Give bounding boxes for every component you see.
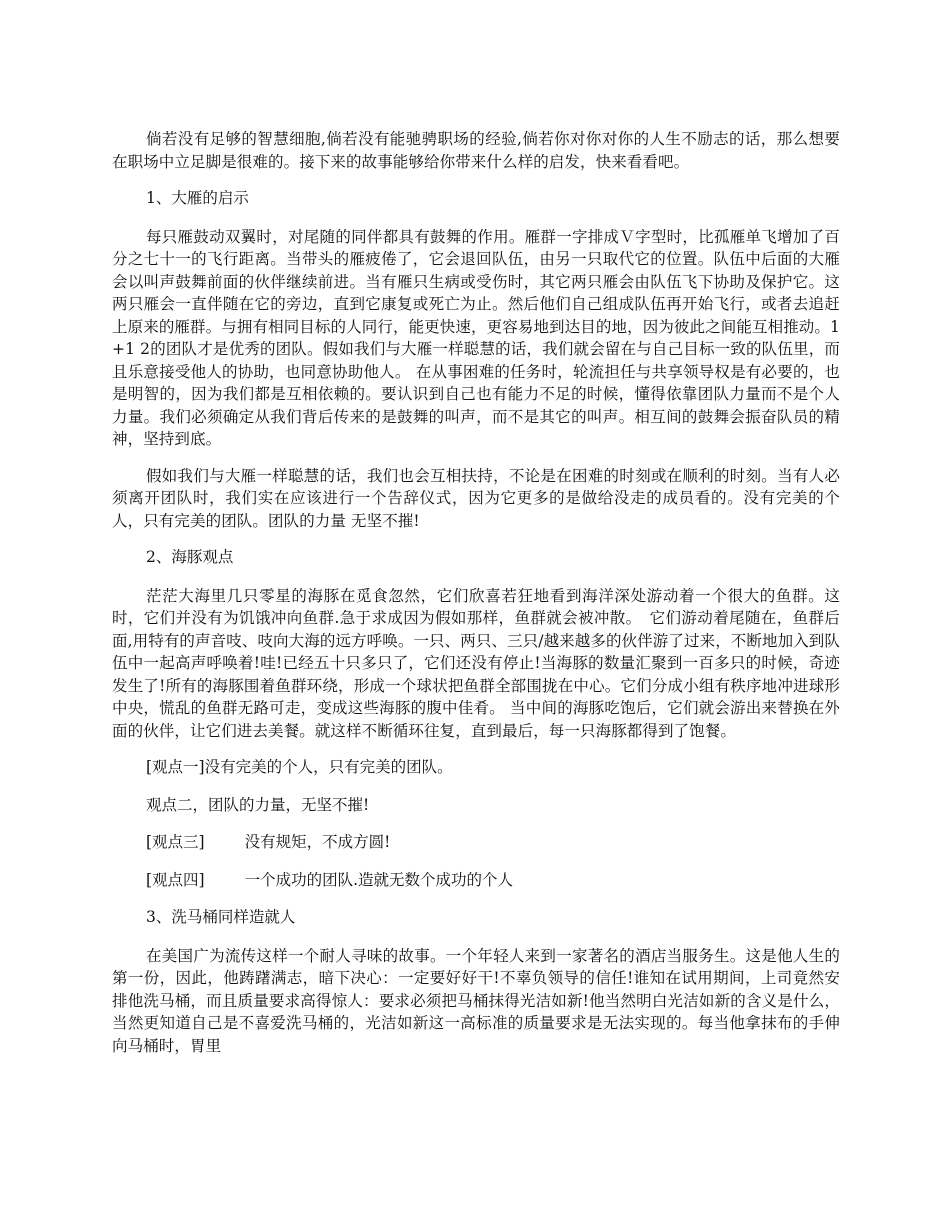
wild-goose-paragraph-2: 假如我们与大雁一样聪慧的话，我们也会互相扶持，不论是在困难的时刻或在顺利的时刻。当有人必须离开团队时，我们实在应该进行一个告辞仪式，因为它更多的是做给没走的成员看的。没有完美的个人，只有完美的团队。团队的力量 无坚不摧! <box>112 466 840 530</box>
dolphin-paragraph: 茫茫大海里几只零星的海豚在觅食忽然，它们欣喜若狂地看到海洋深处游动着一个很大的鱼群。这时，它们并没有为饥饿冲向鱼群.急于求成因为假如那样，鱼群就会被冲散。 它们游动着尾随在，鱼群后面,用特有的声音吱、吱向大海的远方呼唤。一只、两只、三只/越来越多的伙伴游了过来，不断地加入到队伍中一起高声呼唤着!哇!已经五十只多只了，它们还没有停止!当海豚的数量汇聚到一百多只的时候，奇迹发生了!所有的海豚围着鱼群环绕，形成一个球状把鱼群全部围拢在中心。它们分成小组有秩序地冲进球形中央，慌乱的鱼群无路可走，变成这些海豚的腹中佳肴。 当中间的海豚吃饱后，它们就会游出来替换在外面的伙伴，让它们进去美餐。就这样不断循环往复，直到最后，每一只海豚都得到了饱餐。 <box>112 586 840 740</box>
viewpoint-text: 没有完美的个人，只有完美的团队。 <box>204 758 453 776</box>
section-heading-dolphin: 2、海豚观点 <box>146 548 234 566</box>
viewpoint-text: 团队的力量，无坚不摧! <box>208 795 370 814</box>
viewpoint-label: 观点二， <box>146 795 209 814</box>
viewpoint-4 <box>112 869 840 892</box>
document-page <box>112 128 840 1071</box>
intro-paragraph: 倘若没有足够的智慧细胞,倘若没有能驰骋职场的经验,倘若你对你对你的人生不励志的话，那么想要在职场中立足脚是很难的。接下来的故事能够给你带来什么样的启发，快来看看吧。 <box>112 130 840 171</box>
toilet-paragraph: 在美国广为流传这样一个耐人寻味的故事。一个年轻人来到一家著名的酒店当服务生。这是他人生的第一份，因此，他踌躇满志，暗下决心：一定要好好干!不辜负领导的信任!谁知在试用期间，上司竟然安排他洗马桶，而且质量要求高得惊人：要求必须把马桶抹得光洁如新!他当然明白光洁如新的含义是什么，当然更知道自己是不喜爱洗马桶的，光洁如新这一高标准的质量要求是无法实现的。每当他拿抹布的手伸向马桶时，胃里 <box>112 946 840 1055</box>
viewpoint-label: [观点一] <box>146 758 205 776</box>
viewpoint-2 <box>112 794 840 817</box>
section-heading-wild-goose: 1、大雁的启示 <box>146 189 249 207</box>
viewpoint-text: 一个成功的团队.造就无数个成功的个人 <box>244 870 514 889</box>
viewpoint-label: [观点三] <box>146 833 205 851</box>
section-heading-toilet: 3、洗马桶同样造就人 <box>146 908 296 926</box>
viewpoint-3 <box>112 831 840 854</box>
viewpoint-1 <box>112 756 840 779</box>
wild-goose-paragraph-1: 每只雁鼓动双翼时，对尾随的同伴都具有鼓舞的作用。雁群一字排成Ｖ字型时，比孤雁单飞增加了百分之七十一的飞行距离。当带头的雁疲倦了，它会退回队伍，由另一只取代它的位置。队伍中后面的大雁会以叫声鼓舞前面的伙伴继续前进。当有雁只生病或受伤时，其它两只雁会由队伍飞下协助及保护它。这两只雁会一直伴随在它的旁边，直到它康复或死亡为止。然后他们自己组成队伍再开始飞行，或者去追赶上原来的雁群。与拥有相同目标的人同行，能更快速，更容易地到达目的地，因为彼此之间能互相推动。1+1 2的团队才是优秀的团队。假如我们与大雁一样聪慧的话，我们就会留在与自己目标一致的队伍里，而且乐意接受他人的协助，也同意协助他人。 在从事困难的任务时，轮流担任与共享领导权是有必要的，也是明智的，因为我们都是互相依赖的。要认识到自己也有能力不足的时候，懂得依靠团队力量而不是个人力量。我们必须确定从我们背后传来的是鼓舞的叫声，而不是其它的叫声。相互间的鼓舞会振奋队员的精神，坚持到底。 <box>112 227 840 448</box>
viewpoint-label: [观点四] <box>146 870 205 889</box>
viewpoint-text: 没有规矩，不成方圆! <box>244 833 391 851</box>
